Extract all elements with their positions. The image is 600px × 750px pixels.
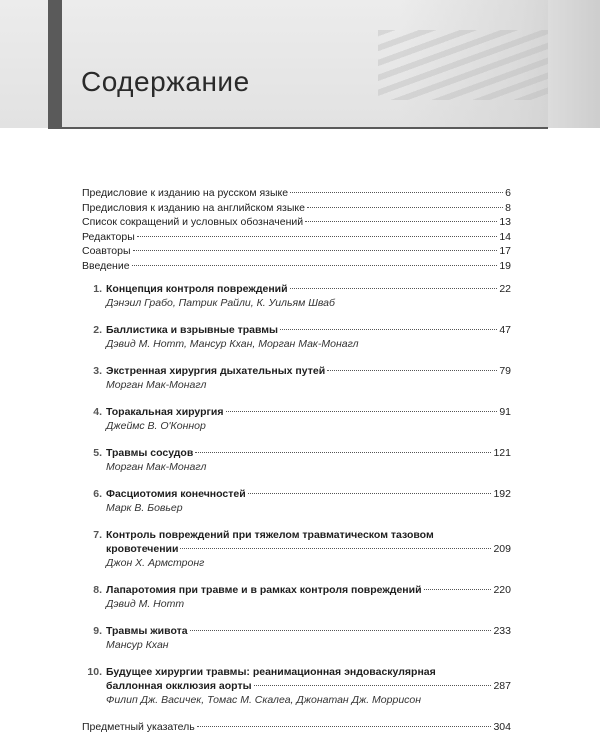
chapter-page: 79 bbox=[499, 364, 511, 377]
chapter-title: Концепция контроля повреждений bbox=[106, 282, 288, 295]
entry-label: Введение bbox=[82, 259, 130, 272]
header-decoration-stripes bbox=[378, 30, 548, 100]
chapter-authors: Марк В. Бовьер bbox=[106, 501, 183, 514]
chapter-page: 233 bbox=[493, 624, 511, 637]
front-matter-list bbox=[82, 186, 511, 274]
leader-dots bbox=[424, 589, 492, 590]
chapter-number: 9. bbox=[93, 624, 102, 637]
entry-page: 17 bbox=[499, 245, 511, 258]
entry-label: Соавторы bbox=[82, 245, 131, 258]
entry-page: 19 bbox=[499, 259, 511, 272]
leader-dots bbox=[290, 192, 503, 193]
chapter-page: 220 bbox=[493, 583, 511, 596]
header-side-bar bbox=[48, 0, 62, 128]
chapter-page: 121 bbox=[493, 446, 511, 459]
entry-label: Редакторы bbox=[82, 230, 135, 243]
chapter-authors: Филип Дж. Васичек, Томас М. Скалеа, Джонатан Дж. Моррисон bbox=[106, 693, 422, 706]
chapter-authors: Мансур Кхан bbox=[106, 638, 169, 651]
chapter-number: 7. bbox=[93, 528, 102, 541]
chapter-entry[interactable] bbox=[82, 487, 511, 515]
chapter-title: Травмы сосудов bbox=[106, 446, 194, 459]
chapter-title-line: Контроль повреждений при тяжелом травматическом тазовом bbox=[106, 528, 434, 541]
entry-page: 14 bbox=[499, 230, 511, 243]
leader-dots bbox=[307, 207, 503, 208]
chapter-title: баллонная окклюзия аорты bbox=[106, 679, 252, 692]
chapter-number: 2. bbox=[93, 323, 102, 336]
front-matter-entry[interactable] bbox=[82, 230, 511, 245]
entry-page: 13 bbox=[499, 216, 511, 229]
leader-dots bbox=[280, 329, 497, 330]
leader-dots bbox=[197, 726, 492, 727]
leader-dots bbox=[248, 493, 492, 494]
chapter-authors: Джон Х. Армстронг bbox=[106, 556, 205, 569]
chapter-authors: Морган Мак-Монагл bbox=[106, 378, 207, 391]
leader-dots bbox=[190, 630, 492, 631]
chapter-title: Экстренная хирургия дыхательных путей bbox=[106, 364, 326, 377]
entry-label: Предисловие к изданию на русском языке bbox=[82, 187, 289, 199]
chapter-title: Баллистика и взрывные травмы bbox=[106, 323, 279, 336]
chapter-number: 4. bbox=[93, 405, 102, 418]
leader-dots bbox=[137, 236, 498, 237]
chapter-title: Лапаротомия при травме и в рамках контроля повреждений bbox=[106, 583, 422, 596]
front-matter-entry[interactable] bbox=[82, 215, 511, 230]
leader-dots bbox=[226, 411, 498, 412]
front-matter-entry[interactable] bbox=[82, 186, 511, 201]
chapter-entry[interactable] bbox=[82, 583, 511, 611]
chapter-authors: Джеймс В. О'Коннор bbox=[106, 419, 206, 432]
leader-dots bbox=[132, 265, 498, 266]
chapter-number: 3. bbox=[93, 364, 102, 377]
chapter-entry[interactable] bbox=[82, 528, 511, 570]
chapter-entry[interactable] bbox=[82, 624, 511, 652]
leader-dots bbox=[290, 288, 498, 289]
chapter-authors: Дэвид М. Нотт bbox=[106, 597, 185, 610]
table-of-contents bbox=[82, 186, 511, 734]
page-title: Содержание bbox=[81, 66, 250, 97]
chapter-entry[interactable] bbox=[82, 665, 511, 707]
chapter-number: 6. bbox=[93, 487, 102, 500]
leader-dots bbox=[180, 548, 491, 549]
chapter-page: 47 bbox=[499, 323, 511, 336]
entry-page: 6 bbox=[505, 187, 511, 199]
leader-dots bbox=[133, 250, 498, 251]
chapter-title: Травмы живота bbox=[106, 624, 188, 637]
chapter-number: 1. bbox=[93, 282, 102, 295]
header-rule bbox=[48, 127, 548, 129]
chapter-authors: Дэнэил Грабо, Патрик Райли, К. Уильям Шваб bbox=[106, 296, 335, 309]
chapter-number: 10. bbox=[87, 665, 102, 678]
chapter-page: 91 bbox=[499, 405, 511, 418]
chapter-title: Торакальная хирургия bbox=[106, 405, 224, 418]
chapter-number: 5. bbox=[93, 446, 102, 459]
leader-dots bbox=[327, 370, 497, 371]
chapter-entry[interactable] bbox=[82, 323, 511, 351]
chapter-page: 287 bbox=[493, 679, 511, 692]
chapter-entry[interactable] bbox=[82, 364, 511, 392]
chapter-entry[interactable] bbox=[82, 446, 511, 474]
chapter-entry[interactable] bbox=[82, 282, 511, 310]
chapter-entry[interactable] bbox=[82, 405, 511, 433]
chapter-page: 209 bbox=[493, 542, 511, 555]
leader-dots bbox=[254, 685, 492, 686]
front-matter-entry[interactable] bbox=[82, 244, 511, 259]
chapter-title: Фасциотомия конечностей bbox=[106, 487, 246, 500]
entry-label: Список сокращений и условных обозначений bbox=[82, 216, 304, 229]
index-label: Предметный указатель bbox=[82, 720, 195, 733]
chapter-authors: Морган Мак-Монагл bbox=[106, 460, 207, 473]
front-matter-entry[interactable] bbox=[82, 201, 511, 216]
chapter-page: 22 bbox=[499, 282, 511, 295]
chapter-page: 192 bbox=[493, 487, 511, 500]
entry-page: 8 bbox=[505, 201, 511, 214]
leader-dots bbox=[305, 221, 497, 222]
chapter-title-line: Будущее хирургии травмы: реанимационная эндоваскулярная bbox=[106, 665, 436, 678]
chapter-number: 8. bbox=[93, 583, 102, 596]
chapter-title: кровотечении bbox=[106, 542, 179, 555]
index-entry[interactable] bbox=[82, 720, 511, 734]
leader-dots bbox=[195, 452, 491, 453]
front-matter-entry[interactable] bbox=[82, 259, 511, 274]
chapter-authors: Дэвид М. Нотт, Мансур Кхан, Морган Мак-Монагл bbox=[106, 337, 359, 350]
chapter-list bbox=[82, 282, 511, 707]
entry-label: Предисловия к изданию на английском языке bbox=[82, 201, 305, 214]
index-page: 304 bbox=[493, 720, 511, 733]
